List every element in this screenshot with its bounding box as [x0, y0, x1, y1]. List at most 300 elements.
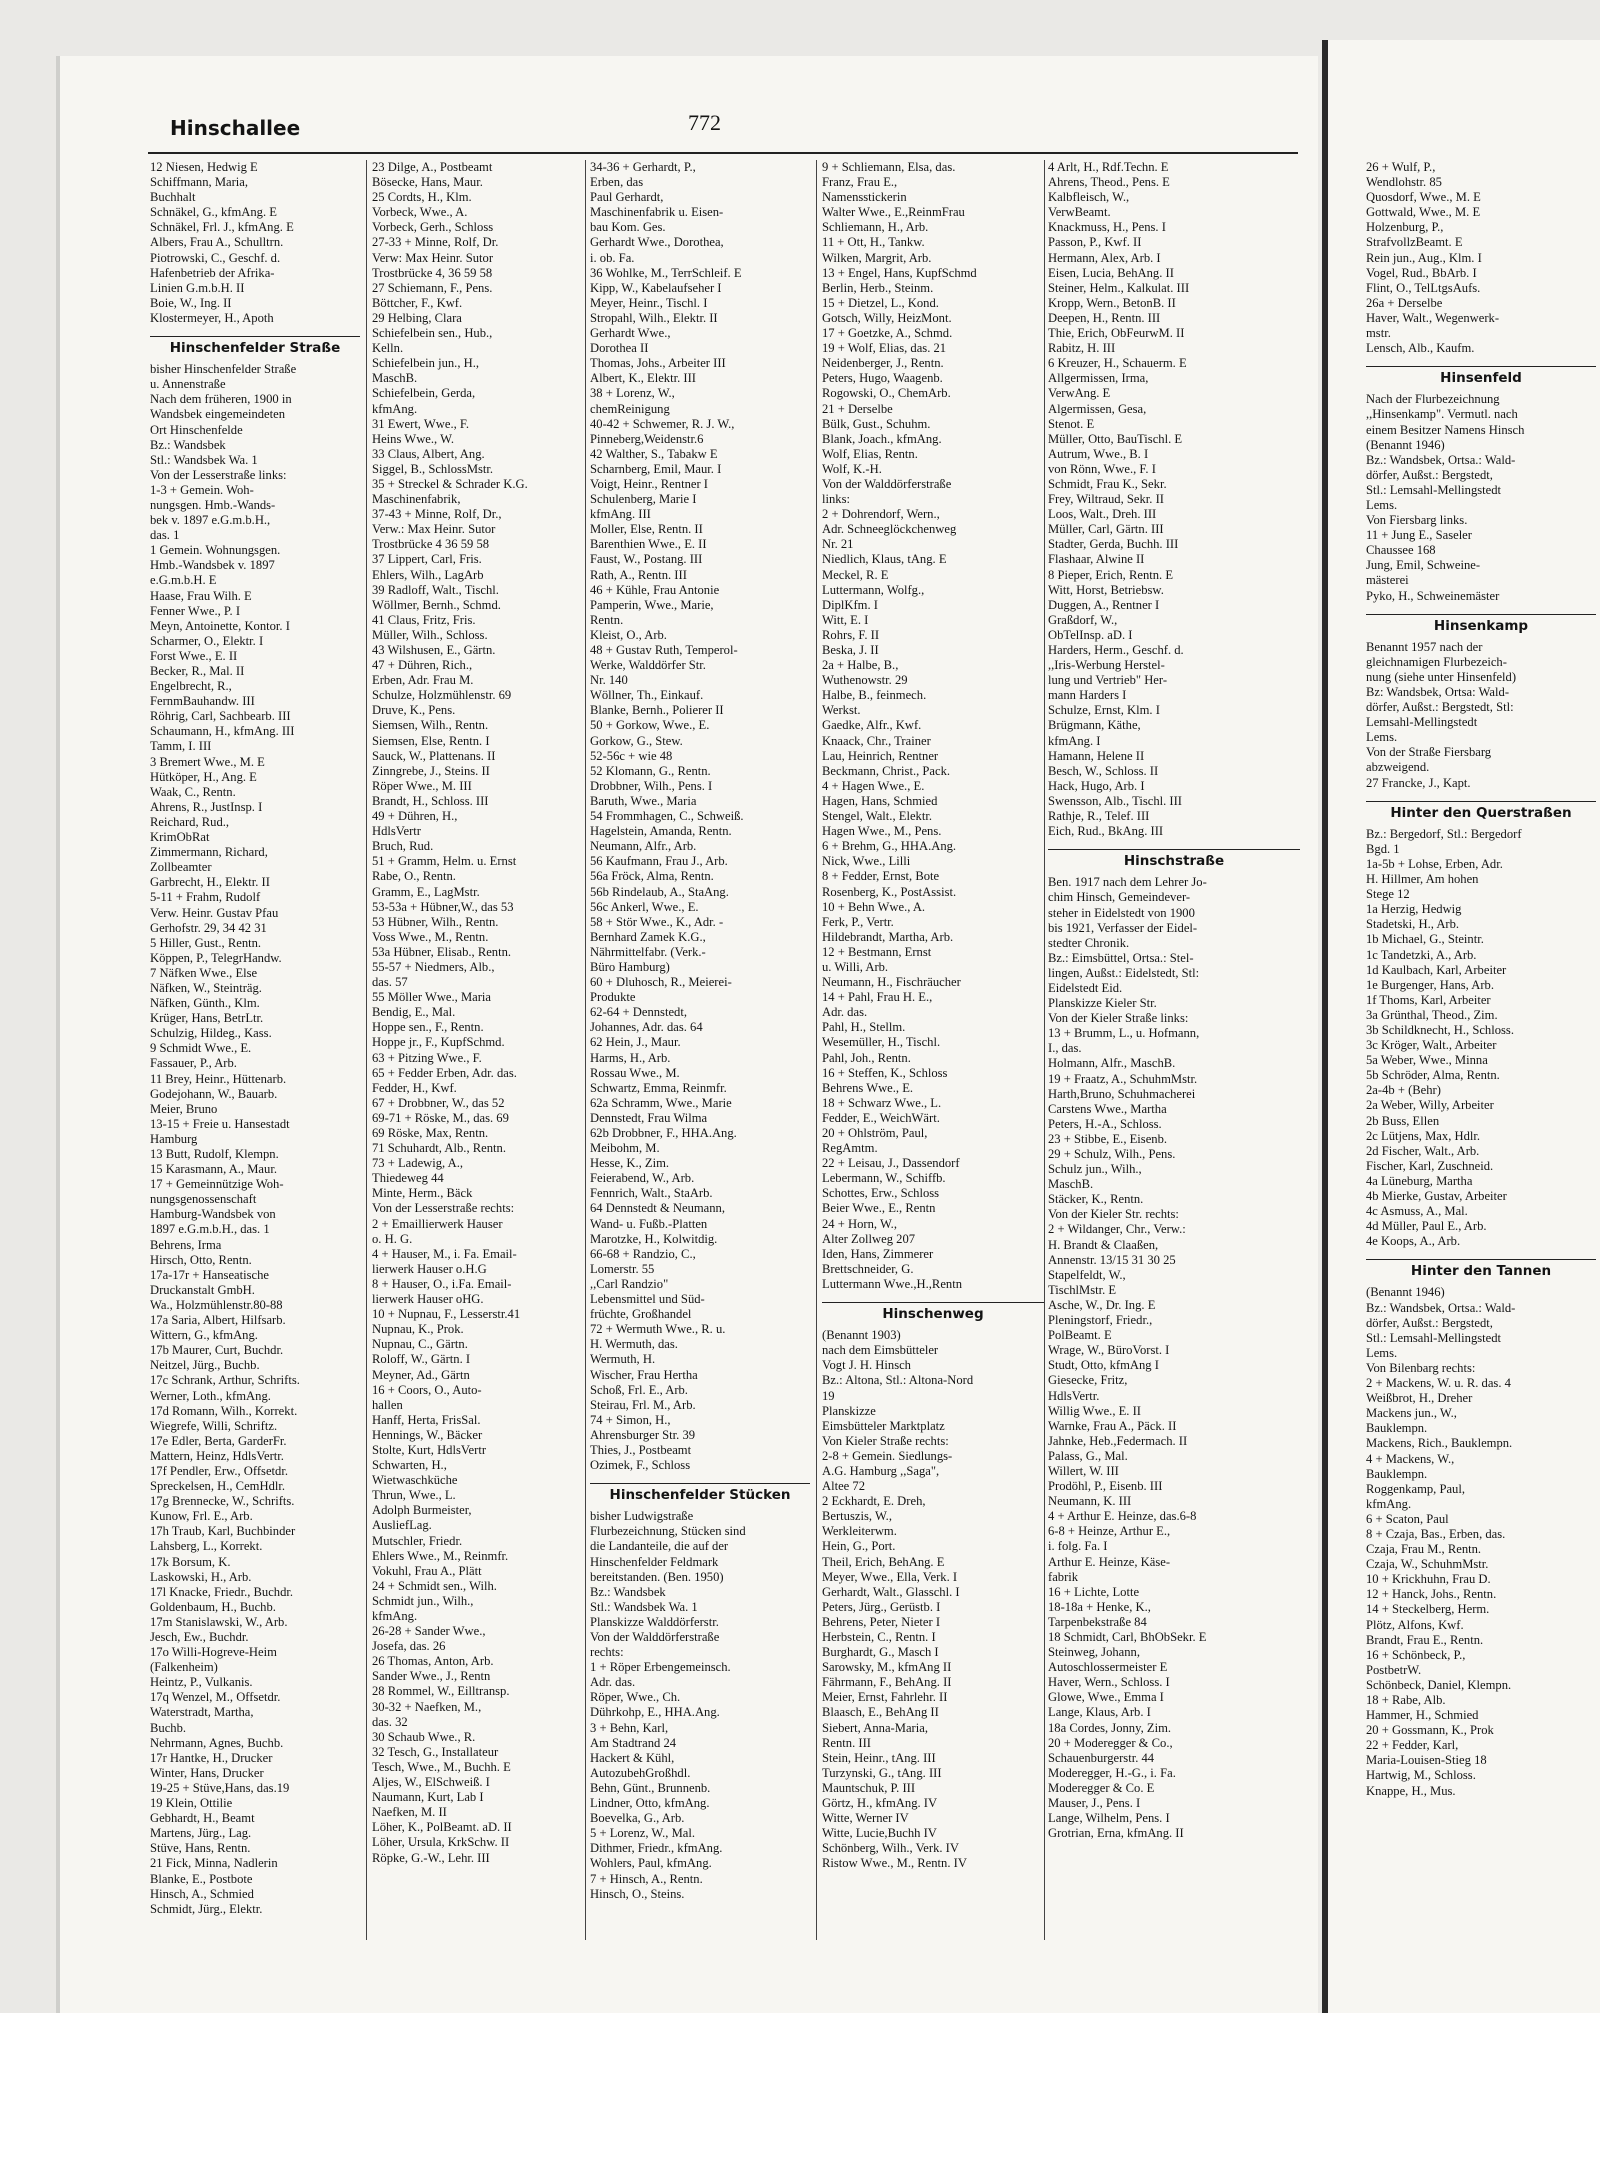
directory-entry: Stenot. E: [1048, 416, 1095, 431]
directory-entry: Mackens jun., W.,: [1366, 1406, 1457, 1421]
directory-entry: Neumann, K. III: [1048, 1494, 1132, 1509]
directory-entry: früchte, Großhandel: [590, 1307, 692, 1322]
directory-entry: Siemsen, Else, Rentn. I: [372, 733, 490, 748]
directory-entry: Naumann, Kurt, Lab I: [372, 1790, 484, 1805]
directory-entry: Bülk, Gust., Schuhm.: [822, 416, 931, 431]
directory-entry: Neidenberger, J., Rentn.: [822, 356, 944, 371]
directory-entry: VerwAng. E: [1048, 386, 1111, 401]
directory-entry: Hinsch, A., Schmied: [150, 1886, 254, 1901]
directory-entry: Meier, Ernst, Fahrlehr. II: [822, 1690, 948, 1705]
directory-entry: Ozimek, F., Schloss: [590, 1458, 691, 1473]
directory-entry: 17o Willi-Hogreve-Heim: [150, 1645, 277, 1660]
directory-entry: kfmAng. I: [1048, 733, 1101, 748]
directory-entry: Goldenbaum, H., Buchb.: [150, 1599, 276, 1614]
directory-entry: Buchb.: [150, 1720, 187, 1735]
directory-entry: Algermissen, Gesa,: [1048, 401, 1147, 416]
directory-entry: 8 + Czaja, Bas., Erben, das.: [1366, 1526, 1506, 1541]
directory-entry: Von der Straße Fiersbarg: [1366, 745, 1492, 760]
directory-entry: 30 Schaub Wwe., R.: [372, 1729, 476, 1744]
directory-entry: H. Hillmer, Am hohen: [1366, 872, 1479, 887]
directory-entry: i. ob. Fa.: [590, 250, 635, 265]
directory-entry: Meckel, R. E: [822, 567, 889, 582]
directory-entry: Witte, Werner IV: [822, 1811, 909, 1826]
directory-entry: Harders, Herm., Geschf. d.: [1048, 643, 1184, 657]
directory-entry: Nach dem früheren, 1900 in: [150, 392, 292, 407]
directory-entry: 8 + Fedder, Ernst, Bote: [822, 869, 940, 884]
directory-entry: 2c Lütjens, Max, Hdlr.: [1366, 1128, 1481, 1143]
directory-entry: Görtz, H., kfmAng. IV: [822, 1796, 938, 1811]
directory-entry: ,,Iris-Werbung Herstel-: [1048, 658, 1165, 673]
directory-entry: gleichnamigen Flurbezeich-: [1366, 654, 1507, 669]
directory-entry: StrafvollzBeamt. E: [1366, 235, 1463, 250]
directory-entry: Albert, K., Elektr. III: [590, 371, 696, 386]
directory-entry: Thiedeweg 44: [372, 1171, 444, 1186]
directory-entry: nach dem Eimsbütteler: [822, 1343, 939, 1358]
street-heading: Hinsenkamp: [1366, 614, 1596, 634]
directory-entry: 2 + Dohrendorf, Wern.,: [822, 507, 940, 522]
directory-entry: Josefa, das. 26: [372, 1639, 446, 1654]
directory-entry: 66-68 + Randzio, C.,: [590, 1246, 696, 1261]
directory-entry: Röhrig, Carl, Sachbearb. III: [150, 709, 291, 724]
directory-entry: Nupnau, C., Gärtn.: [372, 1337, 468, 1352]
directory-entry: Kropp, Wern., BetonB. II: [1048, 295, 1176, 310]
directory-entry: 2b Buss, Ellen: [1366, 1113, 1440, 1128]
directory-entry: Piotrowski, C., Geschf. d.: [150, 250, 281, 265]
directory-entry: 52-56c + wie 48: [590, 748, 673, 763]
directory-entry: Blanke, E., Postbote: [150, 1871, 253, 1886]
directory-entry: Röper Wwe., M. III: [372, 778, 472, 793]
directory-entry: Tarpenbekstraße 84: [1048, 1614, 1147, 1629]
directory-entry: Iden, Hans, Zimmerer: [822, 1246, 934, 1261]
directory-entry: Knaack, Chr., Trainer: [822, 733, 931, 748]
directory-entry: Stege 12: [1366, 887, 1410, 902]
directory-entry: Martens, Jürg., Lag.: [150, 1826, 252, 1841]
directory-entry: Hoppe jr., F., KupfSchmd.: [372, 1035, 505, 1050]
directory-entry: Bz.: Bergedorf, Stl.: Bergedorf: [1366, 826, 1522, 841]
directory-entry: Holmann, Alfr., MaschB.: [1048, 1056, 1176, 1071]
directory-entry: Hildebrandt, Martha, Arb.: [822, 929, 954, 944]
directory-entry: Näfken, Günth., Klm.: [150, 996, 260, 1011]
directory-entry: 17a-17r + Hanseatische: [150, 1267, 270, 1282]
directory-entry: Carstens Wwe., Martha: [1048, 1101, 1167, 1116]
directory-entry: Maschinenfabrik,: [372, 492, 461, 507]
directory-entry: 26 + Wulf, P.,: [1366, 160, 1436, 174]
directory-entry: Tesch, Wwe., M., Buchh. E: [372, 1759, 511, 1774]
directory-entry: 22 + Fedder, Karl,: [1366, 1738, 1459, 1753]
directory-entry: u. Willi, Arb.: [822, 959, 889, 974]
directory-entry: nungsgenossenschaft: [150, 1192, 257, 1207]
directory-entry: Stl.: Wandsbek Wa. 1: [150, 452, 258, 467]
directory-entry: 17a Saria, Albert, Hilfsarb.: [150, 1313, 286, 1328]
directory-entry: Näfken, W., Steinträg.: [150, 980, 262, 995]
directory-entry: 8 + Hauser, O., i.Fa. Email-: [372, 1276, 512, 1291]
directory-entry: Czaja, W., SchuhmMstr.: [1366, 1557, 1489, 1572]
directory-entry: Minte, Herm., Bäck: [372, 1186, 473, 1201]
column-6: [1366, 160, 1596, 1960]
directory-entry: Fischer, Karl, Zuschneid.: [1366, 1158, 1494, 1173]
directory-entry: Ehlers Wwe., M., Reinmfr.: [372, 1548, 509, 1563]
directory-entry: 19 Klein, Ottilie: [150, 1796, 233, 1811]
directory-entry: Wolf, Elias, Rentn.: [822, 446, 918, 461]
directory-entry: dörfer, Außst.: Bergstedt,: [1366, 467, 1493, 482]
directory-entry: 18-18a + Henke, K.,: [1048, 1599, 1151, 1614]
directory-entry: dörfer, Außst.: Bergstedt, Stl:: [1366, 700, 1514, 715]
directory-entry: Büro Hamburg): [590, 959, 670, 974]
directory-entry: Von Bilenbarg rechts:: [1366, 1360, 1476, 1375]
directory-entry: Bgd. 1: [1366, 841, 1400, 856]
directory-entry: Hmb.-Wandsbek v. 1897: [150, 558, 275, 573]
directory-entry: Wrage, W., BüroVorst. I: [1048, 1343, 1170, 1358]
directory-entry: Altee 72: [822, 1479, 866, 1494]
directory-entry: 17c Schrank, Arthur, Schrifts.: [150, 1373, 300, 1388]
directory-entry: 13-15 + Freie u. Hansestadt: [150, 1116, 290, 1131]
directory-entry: Witt, Horst, Betriebsw.: [1048, 582, 1164, 597]
directory-entry: 19: [822, 1388, 835, 1403]
directory-entry: H. Wermuth, das.: [590, 1337, 678, 1352]
column-4: [822, 160, 1044, 1960]
directory-entry: Siggel, B., SchlossMstr.: [372, 461, 494, 476]
directory-entry: Löher, Ursula, KrkSchw. II: [372, 1835, 510, 1850]
directory-entry: Eidelstedt Eid.: [1048, 980, 1123, 995]
directory-entry: Von Kieler Straße rechts:: [822, 1433, 949, 1448]
directory-entry: Prodöhl, P., Eisenb. III: [1048, 1479, 1163, 1494]
directory-entry: Schulz jun., Wilh.,: [1048, 1162, 1142, 1177]
directory-entry: KrimObRat: [150, 830, 210, 845]
directory-entry: Schoß, Frl. E., Arb.: [590, 1382, 688, 1397]
directory-entry: Von der Walddörferstraße: [822, 476, 952, 491]
directory-entry: 31 Ewert, Wwe., F.: [372, 416, 470, 431]
directory-entry: 22 + Leisau, J., Dassendorf: [822, 1156, 960, 1171]
directory-entry: 49 + Dühren, H.,: [372, 809, 458, 824]
directory-entry: Hamann, Helene II: [1048, 748, 1145, 763]
directory-entry: Röper, Wwe., Ch.: [590, 1690, 681, 1705]
directory-entry: 19-25 + Stüve,Hans, das.19: [150, 1780, 290, 1795]
directory-entry: 3 Bremert Wwe., M. E: [150, 754, 265, 769]
directory-entry: Lensch, Alb., Kaufm.: [1366, 341, 1475, 356]
directory-entry: Knappe, H., Mus.: [1366, 1783, 1456, 1798]
directory-entry: Kleist, O., Arb.: [590, 627, 667, 642]
directory-entry: Rabe, O., Rentn.: [372, 869, 456, 884]
directory-entry: Franz, Frau E.,: [822, 175, 898, 190]
directory-entry: Stolte, Kurt, HdlsVertr: [372, 1442, 487, 1457]
directory-entry: 48 + Gustav Ruth, Temperol-: [590, 643, 738, 657]
directory-entry: Maschinenfabrik u. Eisen-: [590, 205, 724, 220]
directory-entry: 10 + Nupnau, F., Lesserstr.41: [372, 1307, 521, 1322]
directory-entry: Witt, E. I: [822, 612, 869, 627]
directory-entry: 69-71 + Röske, M., das. 69: [372, 1110, 509, 1125]
directory-entry: 36 Wohlke, M., TerrSchleif. E: [590, 265, 742, 280]
directory-entry: 17g Brennecke, W., Schrifts.: [150, 1494, 295, 1509]
directory-entry: 13 Butt, Rudolf, Klempn.: [150, 1147, 279, 1161]
directory-entry: Schulzig, Hildeg., Kass.: [150, 1026, 272, 1041]
directory-entry: 56a Fröck, Alma, Rentn.: [590, 869, 714, 884]
street-heading: Hinter den Tannen: [1366, 1259, 1596, 1279]
directory-entry: Böttcher, F., Kwf.: [372, 295, 463, 310]
directory-entry: 5 + Lorenz, W., Mal.: [590, 1826, 696, 1841]
directory-entry: Blank, Joach., kfmAng.: [822, 431, 942, 446]
directory-entry: Linien G.m.b.H. II: [150, 280, 245, 295]
directory-entry: Klostermeyer, H., Apoth: [150, 310, 274, 325]
directory-entry: 18a Cordes, Jonny, Zim.: [1048, 1720, 1172, 1735]
directory-entry: 71 Schuhardt, Alb., Rentn.: [372, 1141, 506, 1156]
directory-entry: Behrens, Peter, Nieter I: [822, 1614, 941, 1629]
directory-entry: Peters, H.-A., Schloss.: [1048, 1116, 1162, 1131]
directory-entry: 72 + Wermuth Wwe., R. u.: [590, 1322, 726, 1337]
directory-entry: 20 + Gossmann, K., Prok: [1366, 1723, 1494, 1738]
directory-entry: lingen, Außst.: Eidelstedt, Stl:: [1048, 965, 1200, 980]
directory-entry: Schauenburgerstr. 44: [1048, 1750, 1155, 1765]
directory-entry: 14 + Pahl, Frau H. E.,: [822, 990, 933, 1005]
directory-entry: 63 + Pitzing Wwe., F.: [372, 1050, 482, 1065]
directory-entry: 17m Stanislawski, W., Arb.: [150, 1614, 288, 1629]
directory-entry: Gramm, E., LagMstr.: [372, 884, 480, 899]
directory-entry: Haver, Wern., Schloss. I: [1048, 1675, 1170, 1690]
directory-entry: 5b Schröder, Alma, Rentn.: [1366, 1068, 1500, 1083]
directory-entry: Stadetski, H., Arb.: [1366, 917, 1460, 932]
directory-entry: Wand- u. Fußb.-Platten: [590, 1216, 708, 1231]
directory-entry: Jesch, Ew., Buchdr.: [150, 1630, 249, 1644]
directory-entry: Brügmann, Käthe,: [1048, 718, 1141, 733]
directory-entry: 40-42 + Schwemer, R. J. W.,: [590, 416, 735, 431]
directory-entry: Bendig, E., Mal.: [372, 1005, 456, 1020]
directory-entry: 2-8 + Gemein. Siedlungs-: [822, 1448, 953, 1463]
column-divider: [1044, 160, 1045, 1940]
directory-entry: ,,Carl Randzio": [590, 1276, 669, 1291]
street-heading: Hinschenfelder Stücken: [590, 1483, 810, 1503]
directory-entry: Quosdorf, Wwe., M. E: [1366, 190, 1481, 205]
column-divider: [816, 160, 817, 1940]
directory-entry: 27-33 + Minne, Rolf, Dr.: [372, 235, 499, 250]
directory-entry: Heintz, P., Vulkanis.: [150, 1675, 253, 1690]
directory-entry: Chaussee 168: [1366, 543, 1436, 558]
directory-entry: 4 + Mackens, W.,: [1366, 1451, 1455, 1466]
directory-entry: 2 + Wildanger, Chr., Verw.:: [1048, 1222, 1186, 1237]
directory-entry: Stein, Heinr., tAng. III: [822, 1750, 936, 1765]
directory-entry: Lange, Wilhelm, Pens. I: [1048, 1811, 1170, 1826]
directory-entry: lierwerk Hauser o.H.G: [372, 1261, 487, 1276]
directory-entry: Gerhardt Wwe., Dorothea,: [590, 235, 724, 250]
directory-entry: MaschB.: [1048, 1177, 1094, 1192]
directory-entry: 1d Kaulbach, Karl, Arbeiter: [1366, 962, 1507, 977]
directory-entry: Wa., Holzmühlenstr.80-88: [150, 1297, 283, 1312]
directory-entry: Halbe, B., feinmech.: [822, 688, 927, 703]
directory-entry: Beckmann, Christ., Pack.: [822, 763, 951, 778]
street-heading: Hinschstraße: [1048, 849, 1300, 869]
directory-entry: bek v. 1897 e.G.m.b.H.,: [150, 513, 271, 528]
directory-entry: 43 Wilshusen, E., Gärtn.: [372, 643, 496, 657]
directory-entry: Behn, Günt., Brunnenb.: [590, 1780, 711, 1795]
directory-entry: Hamburg-Wandsbek von: [150, 1207, 276, 1222]
directory-entry: Fedder, E., WeichWärt.: [822, 1110, 940, 1125]
directory-entry: Fassauer, P., Arb.: [150, 1056, 237, 1071]
directory-entry: Schliemann, H., Arb.: [822, 220, 929, 235]
directory-entry: 2a + Halbe, B.,: [822, 658, 899, 673]
directory-entry: Weißbrot, H., Dreher: [1366, 1391, 1473, 1406]
directory-entry: mstr.: [1366, 326, 1391, 341]
directory-entry: Boevelka, G., Arb.: [590, 1811, 685, 1826]
directory-entry: Hackert & Kühl,: [590, 1750, 675, 1765]
directory-entry: Grotrian, Erna, kfmAng. II: [1048, 1826, 1184, 1841]
directory-entry: Gotsch, Willy, HeizMont.: [822, 310, 952, 325]
directory-entry: bisher Ludwigstraße: [590, 1509, 694, 1524]
directory-entry: Moderegger & Co. E: [1048, 1780, 1155, 1795]
directory-entry: Schmidt jun., Wilh.,: [372, 1593, 474, 1608]
directory-entry: Mauser, J., Pens. I: [1048, 1796, 1141, 1811]
directory-entry: Behrens Wwe., E.: [822, 1080, 914, 1095]
directory-entry: Werke, Walddörfer Str.: [590, 658, 706, 673]
directory-entry: Becker, R., Mal. II: [150, 664, 245, 678]
directory-entry: Ben. 1917 nach dem Lehrer Jo-: [1048, 875, 1207, 890]
directory-entry: Stl.: Lemsahl-Mellingstedt: [1366, 1330, 1502, 1345]
directory-entry: 62a Schramm, Wwe., Marie: [590, 1095, 732, 1110]
directory-entry: Hagen, Hans, Schmied: [822, 793, 938, 808]
directory-entry: Giesecke, Fritz,: [1048, 1373, 1128, 1388]
directory-entry: Beier Wwe., E., Rentn: [822, 1201, 936, 1216]
directory-entry: Rosenberg, K., PostAssist.: [822, 884, 957, 899]
directory-entry: Bz.: Altona, Stl.: Altona-Nord: [822, 1373, 974, 1388]
directory-entry: Tamm, I. III: [150, 739, 212, 754]
directory-entry: Dithmer, Friedr., kfmAng.: [590, 1841, 723, 1856]
directory-entry: Von der Kieler Str. rechts:: [1048, 1207, 1179, 1222]
directory-entry: Aljes, W., ElSchweiß. I: [372, 1775, 490, 1790]
directory-entry: Turzynski, G., tAng. III: [822, 1765, 942, 1780]
directory-entry: Rath, A., Rentn. III: [590, 567, 687, 582]
directory-entry: Nr. 21: [822, 537, 854, 552]
directory-entry: Garbrecht, H., Elektr. II: [150, 875, 270, 890]
directory-entry: Fedder, H., Kwf.: [372, 1080, 457, 1095]
directory-entry: o. H. G.: [372, 1231, 413, 1246]
directory-entry: Plötz, Alfons, Kwf.: [1366, 1617, 1464, 1632]
directory-entry: Mutschler, Friedr.: [372, 1533, 463, 1548]
directory-entry: RegAmtm.: [822, 1141, 878, 1156]
directory-entry: 5 Hiller, Gust., Rentn.: [150, 935, 262, 950]
directory-entry: Nick, Wwe., Lilli: [822, 854, 911, 869]
directory-entry: Wöllmer, Bernh., Schmd.: [372, 597, 501, 612]
directory-entry: (Benannt 1903): [822, 1328, 901, 1343]
directory-entry: 4 + Hauser, M., i. Fa. Email-: [372, 1246, 517, 1261]
directory-entry: 47 + Dühren, Rich.,: [372, 658, 473, 673]
directory-entry: 19 + Wolf, Elias, das. 21: [822, 341, 947, 356]
directory-entry: Bz: Wandsbek, Ortsa: Wald-: [1366, 685, 1510, 699]
directory-entry: Allgermissen, Irma,: [1048, 371, 1149, 386]
directory-entry: Duggen, A., Rentner I: [1048, 597, 1160, 612]
directory-entry: Meyner, Ad., Gärtn: [372, 1367, 470, 1382]
directory-entry: Willert, W. III: [1048, 1463, 1119, 1478]
directory-entry: I., das.: [1048, 1041, 1082, 1056]
directory-entry: Hanff, Herta, FrisSal.: [372, 1412, 481, 1427]
directory-entry: Thomas, Johs., Arbeiter III: [590, 356, 726, 371]
directory-entry: 15 Karasmann, A., Maur.: [150, 1162, 277, 1177]
directory-entry: 27 Schiemann, F., Pens.: [372, 280, 493, 295]
directory-entry: Thie, Erich, ObFeurwM. II: [1048, 326, 1185, 341]
directory-entry: Kipp, W., Kabelaufseher I: [590, 280, 722, 295]
directory-entry: 11 + Ott, H., Tankw.: [822, 235, 925, 250]
directory-entry: Rogowski, O., ChemArb.: [822, 386, 951, 401]
directory-entry: Gerhofstr. 29, 34 42 31: [150, 920, 267, 935]
directory-entry: Studt, Otto, kfmAng I: [1048, 1358, 1159, 1373]
directory-entry: 4e Koops, A., Arb.: [1366, 1234, 1461, 1249]
directory-entry: 24 + Schmidt sen., Wilh.: [372, 1578, 497, 1593]
directory-entry: Bauklempn.: [1366, 1421, 1428, 1436]
directory-entry: Scharnberg, Emil, Maur. I: [590, 461, 722, 476]
directory-entry: 2a Weber, Willy, Arbeiter: [1366, 1098, 1494, 1113]
directory-entry: Gorkow, G., Stew.: [590, 733, 683, 748]
directory-entry: abzweigend.: [1366, 760, 1430, 775]
directory-entry: Hoppe sen., F., Rentn.: [372, 1020, 484, 1035]
directory-entry: Von der Lesserstraße rechts:: [372, 1201, 515, 1216]
directory-entry: Siebert, Anna-Maria,: [822, 1720, 928, 1735]
directory-entry: 4a Lüneburg, Martha: [1366, 1173, 1473, 1188]
directory-entry: 1 + Röper Erbengemeinsch.: [590, 1660, 731, 1675]
directory-entry: 46 + Kühle, Frau Antonie: [590, 582, 720, 597]
directory-entry: Schönberg, Wilh., Verk. IV: [822, 1841, 959, 1856]
directory-entry: 18 + Schwarz Wwe., L.: [822, 1095, 942, 1110]
directory-entry: Rein jun., Aug., Klm. I: [1366, 250, 1482, 265]
running-head: Hinschallee: [170, 116, 301, 140]
directory-entry: links:: [822, 492, 850, 507]
directory-entry: 6 + Scaton, Paul: [1366, 1511, 1449, 1526]
directory-entry: 8 Pieper, Erich, Rentn. E: [1048, 567, 1174, 582]
directory-entry: Gerhardt, Walt., Glasschl. I: [822, 1584, 960, 1599]
directory-entry: Vogt J. H. Hinsch: [822, 1358, 911, 1373]
directory-entry: Namensstickerin: [822, 190, 907, 205]
directory-entry: 28 Rommel, W., Eilltransp.: [372, 1684, 510, 1699]
directory-entry: Lindner, Otto, kfmAng.: [590, 1796, 710, 1811]
directory-entry: Rentn. III: [822, 1735, 871, 1750]
directory-entry: Wöllner, Th., Einkauf.: [590, 688, 704, 703]
directory-entry: Pyko, H., Schweinemäster: [1366, 588, 1500, 603]
directory-entry: Hesse, K., Zim.: [590, 1156, 670, 1171]
directory-entry: Mattern, Heinz, HdlsVertr.: [150, 1448, 284, 1463]
directory-entry: Hinsch, O., Steins.: [590, 1886, 685, 1901]
directory-entry: 1f Thoms, Karl, Arbeiter: [1366, 992, 1491, 1007]
directory-entry: Paul Gerhardt,: [590, 190, 664, 205]
directory-entry: 11 + Jung E., Saseler: [1366, 528, 1472, 543]
directory-entry: kfmAng.: [372, 401, 418, 416]
directory-entry: von Rönn, Wwe., F. I: [1048, 461, 1156, 476]
directory-entry: Stl.: Lemsahl-Mellingstedt: [1366, 482, 1502, 497]
column-2: [372, 160, 580, 1960]
directory-entry: Gebhardt, H., Beamt: [150, 1811, 255, 1826]
directory-entry: 1a Herzig, Hedwig: [1366, 902, 1462, 917]
directory-entry: 4b Mierke, Gustav, Arbeiter: [1366, 1189, 1507, 1203]
directory-entry: 33 Claus, Albert, Ang.: [372, 446, 485, 461]
directory-entry: 53a Hübner, Elisab., Rentn.: [372, 944, 512, 959]
directory-entry: 17 + Gemeinnützige Woh-: [150, 1177, 284, 1192]
directory-entry: Hartwig, M., Schloss.: [1366, 1768, 1476, 1783]
directory-entry: Fennrich, Walt., StaArb.: [590, 1186, 713, 1201]
column-divider: [585, 160, 586, 1940]
directory-entry: Stropahl, Wilh., Elektr. II: [590, 310, 718, 325]
directory-entry: nung (siehe unter Hinsenfeld): [1366, 669, 1517, 684]
directory-entry: Nupnau, K., Prok.: [372, 1322, 464, 1337]
directory-entry: Ahrens, Theod., Pens. E: [1048, 175, 1170, 190]
directory-entry: Witte, Lucie,Buchh IV: [822, 1826, 937, 1841]
directory-entry: 4 + Arthur E. Heinze, das.6-8: [1048, 1509, 1197, 1524]
directory-entry: Roloff, W., Gärtn. I: [372, 1352, 471, 1367]
directory-entry: i. folg. Fa. I: [1048, 1539, 1108, 1554]
directory-entry: Werner, Loth., kfmAng.: [150, 1388, 271, 1403]
directory-entry: stedter Chronik.: [1048, 935, 1130, 950]
directory-entry: Dorothea II: [590, 341, 649, 356]
directory-entry: Zollbeamter: [150, 860, 212, 875]
directory-entry: 21 + Derselbe: [822, 401, 893, 416]
directory-entry: 27 Francke, J., Kapt.: [1366, 775, 1471, 790]
directory-entry: Hack, Hugo, Arb. I: [1048, 778, 1145, 793]
directory-entry: rechts:: [590, 1645, 624, 1660]
directory-entry: Lahsberg, L., Korrekt.: [150, 1539, 263, 1554]
directory-entry: 53-53a + Hübner,W., das 53: [372, 899, 514, 914]
